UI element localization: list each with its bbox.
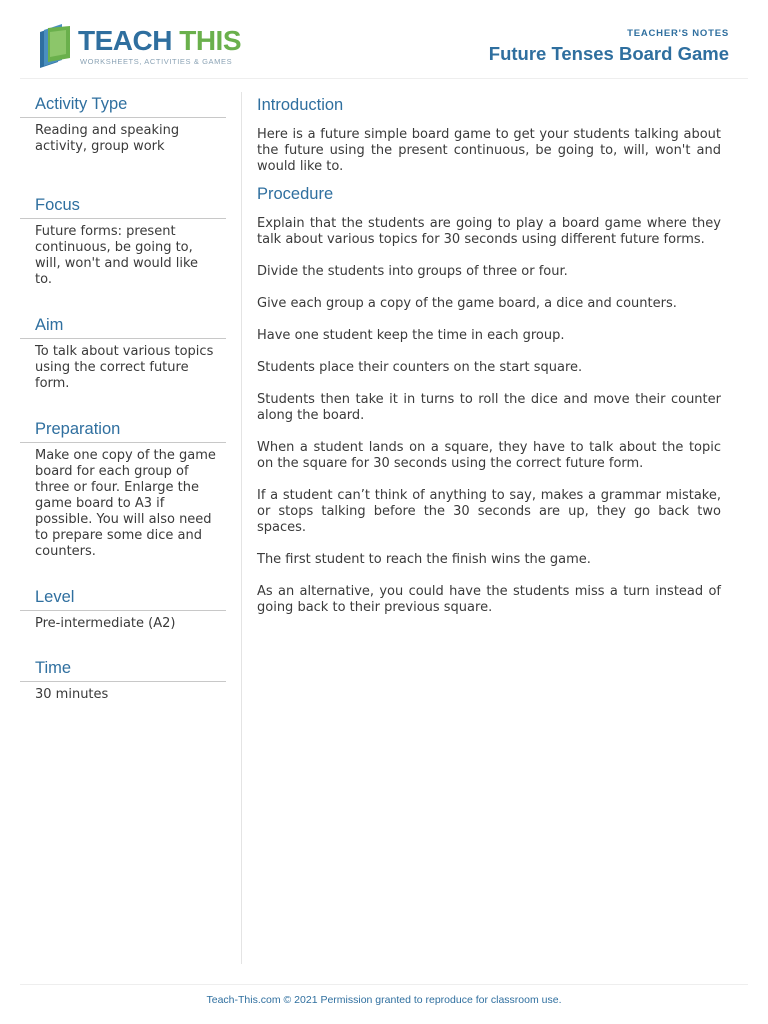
focus-heading: Focus [20, 193, 226, 219]
activity-type-heading: Activity Type [20, 92, 226, 118]
aim-section [20, 313, 226, 417]
procedure-step: When a student lands on a square, they have to talk about the topic on the square for 30 seconds using the correct future form. [257, 440, 721, 471]
aim-heading: Aim [20, 313, 226, 339]
activity-type-section [20, 92, 226, 193]
level-heading: Level [20, 585, 226, 611]
main-content [257, 92, 721, 632]
logo-word-teach: TEACH [78, 25, 172, 56]
time-section [20, 656, 226, 716]
procedure-step: As an alternative, you could have the students miss a turn instead of going back to their previous square. [257, 584, 721, 615]
procedure-step: Students then take it in turns to roll the dice and move their counter along the board. [257, 392, 721, 423]
procedure-step: Explain that the students are going to play a board game where they talk about various topics for 30 seconds using different future forms. [257, 216, 721, 247]
preparation-heading: Preparation [20, 417, 226, 443]
procedure-step: Students place their counters on the start square. [257, 360, 583, 375]
logo-wordmark [78, 26, 241, 56]
procedure-steps [257, 216, 721, 616]
level-section [20, 585, 226, 656]
procedure-heading: Procedure [257, 185, 334, 203]
level-text: Pre-intermediate (A2) [35, 616, 176, 631]
header-divider [20, 78, 748, 79]
footer-copyright: Teach-This.com © 2021 Permission granted to reproduce for classroom use. [206, 994, 562, 1006]
preparation-text: Make one copy of the game board for each group of three or four. Enlarge the game board to A3 if possible. You will also need to prepare some dice and counters. [35, 448, 216, 559]
focus-section [20, 193, 226, 313]
introduction-heading: Introduction [257, 96, 344, 114]
time-heading: Time [20, 656, 226, 682]
logo-word-this: THIS [179, 25, 242, 56]
aim-text: To talk about various topics using the correct future form. [35, 344, 214, 391]
preparation-section [20, 417, 226, 585]
teachers-notes-label: TEACHER'S NOTES [627, 28, 729, 39]
footer-divider [20, 984, 748, 985]
focus-text: Future forms: present continuous, be going to, will, won't and would like to. [35, 224, 199, 287]
page-title: Future Tenses Board Game [488, 43, 729, 64]
activity-type-text: Reading and speaking activity, group work [35, 123, 180, 154]
teach-this-logo[interactable] [36, 22, 242, 70]
book-icon [36, 24, 76, 68]
procedure-step: Give each group a copy of the game board, a dice and counters. [257, 296, 677, 311]
introduction-text: Here is a future simple board game to get your students talking about the future using the present continuous, be going to, will, won't and would like to. [257, 127, 721, 174]
procedure-step: Have one student keep the time in each group. [257, 328, 565, 343]
time-text: 30 minutes [35, 687, 109, 702]
procedure-step: The first student to reach the finish wins the game. [257, 552, 591, 567]
page-header [0, 0, 768, 78]
procedure-step: Divide the students into groups of three or four. [257, 264, 568, 279]
sidebar [20, 92, 226, 716]
column-divider [241, 92, 242, 964]
logo-tagline: WORKSHEETS, ACTIVITIES & GAMES [80, 57, 233, 66]
procedure-step: If a student can’t think of anything to say, makes a grammar mistake, or stops talking before the 30 seconds are up, they go back two spaces. [257, 488, 721, 535]
